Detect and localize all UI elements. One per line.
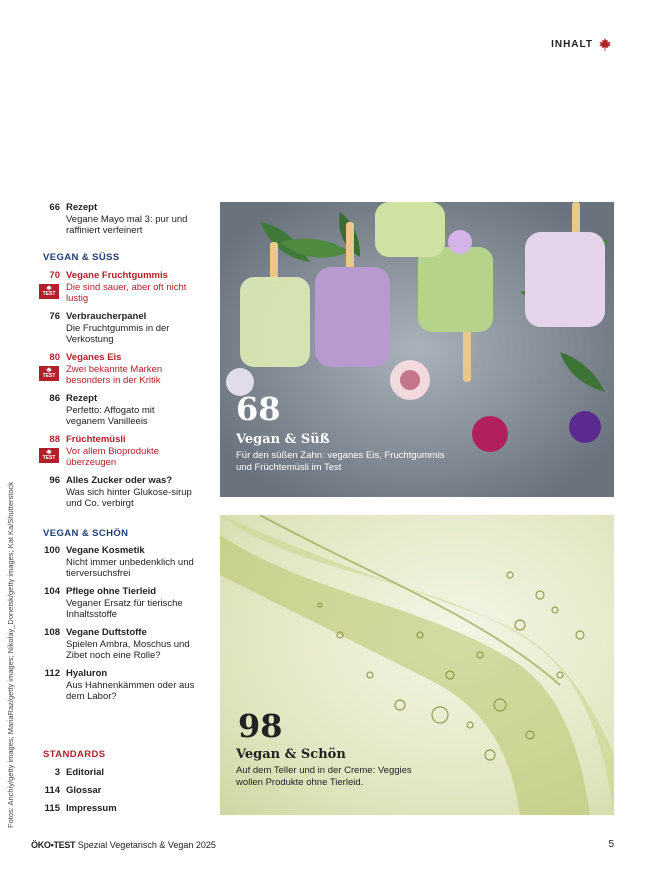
page-number-footer: 5 [608, 839, 614, 850]
entry-description: Nicht immer unbedenklich und tierversuchsfrei [66, 556, 194, 579]
page-number: 66 [49, 202, 60, 213]
test-badge-label: TEST [42, 373, 56, 379]
section-title: VEGAN & SÜSS [43, 252, 120, 263]
entry-title: Vegane Duftstoffe [66, 627, 147, 638]
entry-description: Was sich hinter Glukose-sirup und Co. verbirgt [66, 486, 192, 509]
entry-description: Veganer Ersatz für tierische Inhaltsstoffe [66, 597, 183, 620]
section-title: VEGAN & SCHÖN [43, 528, 129, 539]
maple-leaf-icon [599, 38, 611, 51]
page-number: 88 [49, 434, 60, 445]
entry-title: Impressum [66, 803, 117, 814]
section-title: STANDARDS [43, 749, 106, 760]
feature-photo-gel[interactable] [220, 515, 614, 815]
entry-description: Perfetto: Affogato mit veganem Vanilleeis [66, 404, 155, 427]
page-number: 100 [44, 545, 60, 556]
page-number: 80 [49, 352, 60, 363]
page-number: 114 [44, 785, 60, 796]
page-number: 108 [44, 627, 60, 638]
header-label: INHALT [551, 39, 593, 50]
entry-description: Die Fruchtgummis in der Verkostung [66, 322, 170, 345]
entry-description: Die sind sauer, aber oft nicht lustig [66, 281, 187, 304]
page-number: 86 [49, 393, 60, 404]
feature-text: Für den süßen Zahn: veganes Eis, Fruchtgummis und Früchtemüsli im Test [236, 450, 445, 473]
entry-description: Zwei bekannte Marken besonders in der Kritik [66, 363, 163, 386]
entry-title: Verbraucherpanel [66, 311, 147, 322]
entry-title: Rezept [66, 202, 98, 213]
section-header [551, 38, 611, 51]
test-badge-label: TEST [42, 291, 56, 297]
page-number: 70 [49, 270, 60, 281]
photo-credit: Fotos: Anchiy/getty images; MariaRaz/getty images; Nikolay_Donetsk/getty images; Kat Ka/Shutterstock [6, 482, 15, 828]
feature-heading: Vegan & Süß [236, 432, 330, 447]
feature-text: Auf dem Teller und in der Creme: Veggies wollen Produkte ohne Tierleid. [236, 765, 412, 788]
footer-brand: ÖKO•TEST [31, 840, 76, 850]
page-number: 115 [44, 803, 60, 814]
entry-description: Vor allem Bioprodukte überzeugen [66, 445, 159, 468]
test-badge [39, 366, 59, 381]
entry-description: Aus Hahnenkämmen oder aus dem Labor? [66, 679, 195, 702]
page-number: 76 [49, 311, 60, 322]
feature-heading: Vegan & Schön [236, 747, 346, 762]
entry-title: Vegane Fruchtgummis [66, 270, 168, 281]
entry-description: Vegane Mayo mal 3: pur und raffiniert verfeinert [66, 213, 188, 236]
entry-title: Editorial [66, 767, 105, 778]
page-number: 3 [54, 767, 60, 778]
entry-title: Vegane Kosmetik [66, 545, 145, 556]
entry-title: Glossar [66, 785, 102, 796]
entry-description: Spielen Ambra, Moschus und Zibet noch eine Rolle? [66, 638, 190, 661]
test-badge [39, 284, 59, 299]
test-badge-label: TEST [42, 455, 56, 461]
test-badge [39, 448, 59, 463]
feature-page-number: 98 [238, 707, 283, 745]
feature-photo-popsicles[interactable] [220, 202, 614, 497]
footer-publication: Spezial Vegetarisch & Vegan 2025 [77, 840, 216, 850]
entry-title: Hyaluron [66, 668, 108, 679]
page-number: 112 [44, 668, 60, 679]
entry-title: Rezept [66, 393, 98, 404]
page-number: 104 [44, 586, 60, 597]
feature-page-number: 68 [236, 390, 281, 428]
page-number: 96 [49, 475, 60, 486]
entry-title: Früchtemüsli [66, 434, 126, 445]
footer [31, 840, 216, 850]
entry-title: Alles Zucker oder was? [66, 475, 173, 486]
entry-title: Veganes Eis [66, 352, 122, 363]
entry-title: Pflege ohne Tierleid [66, 586, 157, 597]
